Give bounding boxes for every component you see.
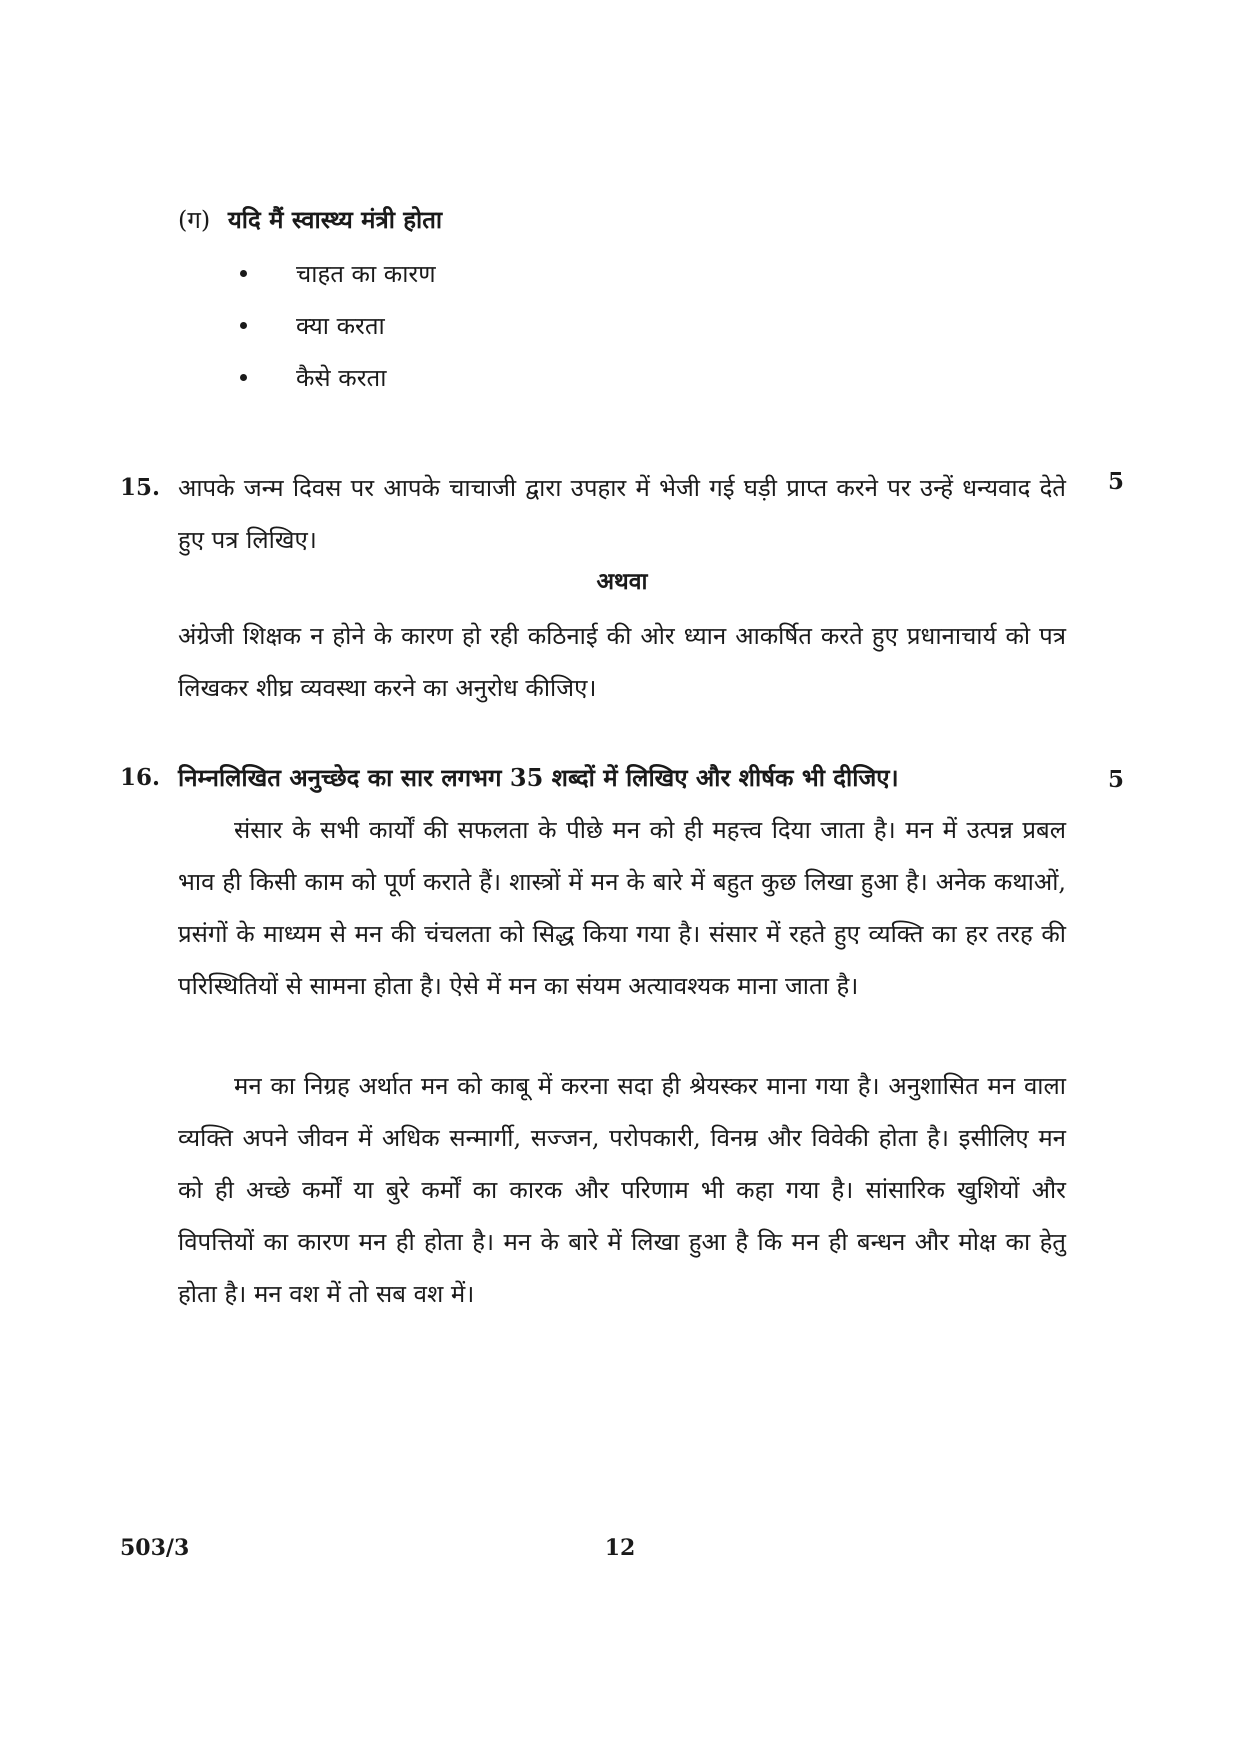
section-g-title: यदि मैं स्वास्थ्य मंत्री होता [227,205,443,234]
question-16-instruction: निम्नलिखित अनुच्छेद का सार लगभग 35 शब्दों में लिखिए और शीर्षक भी दीजिए। [178,763,899,792]
section-g-heading [178,204,442,236]
question-16-marks: 5 [1107,766,1124,793]
paper-code: 503/3 [120,1535,190,1561]
question-15-number: 15. [120,474,161,501]
bullet-text: कैसे करता [296,364,387,392]
bullet-text: क्या करता [296,312,385,340]
passage-paragraph-1: संसार के सभी कार्यों की सफलता के पीछे मन को ही महत्त्व दिया जाता है। मन में उत्पन्न प्रबल भाव ही किसी काम को पूर्ण कराते हैं। शास्त्रों में मन के बारे में बहुत कुछ लिखा हुआ है। अनेक कथाओं, प्रसंगों के माध्यम से मन की चंचलता को सिद्ध किया गया है। संसार में रहते हुए व्यक्ति का हर तरह की परिस्थितियों से सामना होता है। ऐसे में मन का संयम अत्यावश्यक माना जाता है। [178,816,1066,1000]
bullet-icon [240,322,247,329]
passage-paragraph-2: मन का निग्रह अर्थात मन को काबू में करना सदा ही श्रेयस्कर माना गया है। अनुशासित मन वाला व्यक्ति अपने जीवन में अधिक सन्मार्गी, सज्जन, परोपकारी, विनम्र और विवेकी होता है। इसीलिए मन को ही अच्छे कर्मों या बुरे कर्मों का कारक और परिणाम भी कहा गया है। सांसारिक खुशियों और विपत्तियों का कारण मन ही होता है। मन के बारे में लिखा हुआ है कि मन ही बन्धन और मोक्ष का हेतु होता है। मन वश में तो सब वश में। [178,1072,1066,1308]
question-15-alternative-text: अंग्रेजी शिक्षक न होने के कारण हो रही कठिनाई की ओर ध्यान आकर्षित करते हुए प्रधानाचार्य को पत्र लिखकर शीघ्र व्यवस्था करने का अनुरोध कीजिए। [178,622,1066,702]
list-item [240,362,436,414]
or-label: अथवा [596,568,648,595]
list-item [240,310,436,362]
bullet-text: चाहत का कारण [296,260,436,288]
question-15-marks: 5 [1107,468,1124,495]
question-16-number: 16. [120,764,161,791]
question-15-text: आपके जन्म दिवस पर आपके चाचाजी द्वारा उपहार में भेजी गई घड़ी प्राप्त करने पर उन्हें धन्यवाद देते हुए पत्र लिखिए। [178,474,1066,554]
list-item [240,258,436,310]
bullet-icon [240,270,247,277]
section-g-bullet-list [240,258,436,414]
bullet-icon [240,374,247,381]
page-number: 12 [604,1535,636,1561]
section-g-marker: (ग) [178,206,211,234]
